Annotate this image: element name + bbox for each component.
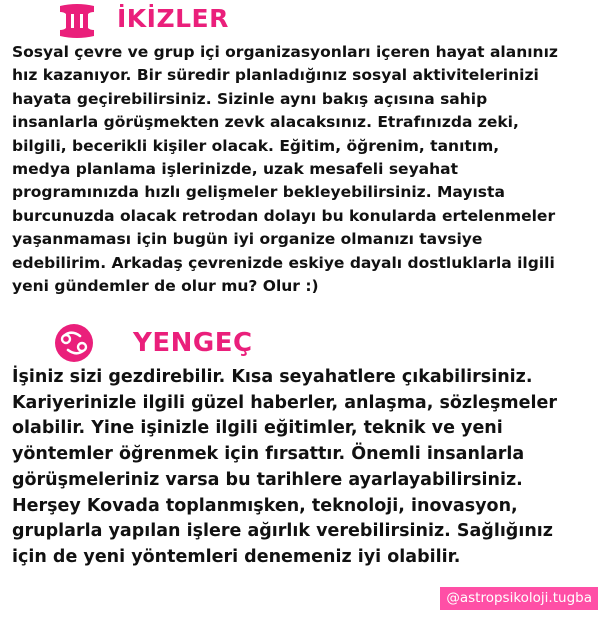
text-line: hız kazanıyor. Bir süredir planladığınız sosyal aktivitelerinizi <box>12 66 539 85</box>
text-line: olabilir. Yine işinizle ilgili eğitimler, teknik ve yeni <box>12 418 503 439</box>
text-line: medya planlama işlerinizde, uzak mesafeli seyahat <box>12 160 459 179</box>
cancer-zodiac-icon <box>54 323 94 363</box>
gemini-zodiac-icon <box>56 3 98 39</box>
text-line: görüşmeleriniz varsa bu tarihlere ayarlayabilirsiniz. <box>12 469 523 490</box>
text-line: yaşanmaması için bugün iyi organize olmanızı tavsiye <box>12 230 483 249</box>
text-line: programınızda hızlı gelişmeler bekleyebilirsiniz. Mayısta <box>12 183 505 202</box>
gemini-title: İKİZLER <box>117 4 229 33</box>
text-line: Kariyerinizle ilgili güzel haberler, anlaşma, sözleşmeler <box>12 392 557 413</box>
text-line: edebilirim. Arkadaş çevrenizde eskiye dayalı dostluklarla ilgili <box>12 253 555 272</box>
gemini-horoscope-text <box>12 41 558 298</box>
text-line: için de yeni yöntemleri denemeniz iyi olabilir. <box>12 546 461 567</box>
cancer-horoscope-text <box>12 365 557 571</box>
text-line: yeni gündemler de olur mu? Olur :) <box>12 277 319 296</box>
text-line: İşiniz sizi gezdirebilir. Kısa seyahatlere çıkabilirsiniz. <box>12 367 533 387</box>
text-line: Herşey Kovada toplanmışken, teknoloji, inovasyon, <box>12 495 518 516</box>
text-line: burcunuzda olacak retrodan dolayı bu konularda ertelenmeler <box>12 206 556 225</box>
text-line: yöntemler öğrenmek için fırsattır. Önemli insanlarla <box>12 444 525 465</box>
text-line: Sosyal çevre ve grup içi organizasyonları içeren hayat alanınız <box>12 43 558 61</box>
text-line: gruplarla yapılan işlere ağırlık verebilirsiniz. Sağlığınız <box>12 521 553 542</box>
cancer-title: YENGEÇ <box>133 328 253 358</box>
text-line: bilgili, becerikli kişiler olacak. Eğitim, öğrenim, tanıtım, <box>12 136 500 155</box>
text-line: hayata geçirebilirsiniz. Sizinle aynı bakış açısına sahip <box>12 89 488 108</box>
watermark-handle: @astropsikoloji.tugba <box>440 587 598 610</box>
text-line: insanlarla görüşmekten zevk alacaksınız. Etrafınızda zeki, <box>12 113 519 132</box>
